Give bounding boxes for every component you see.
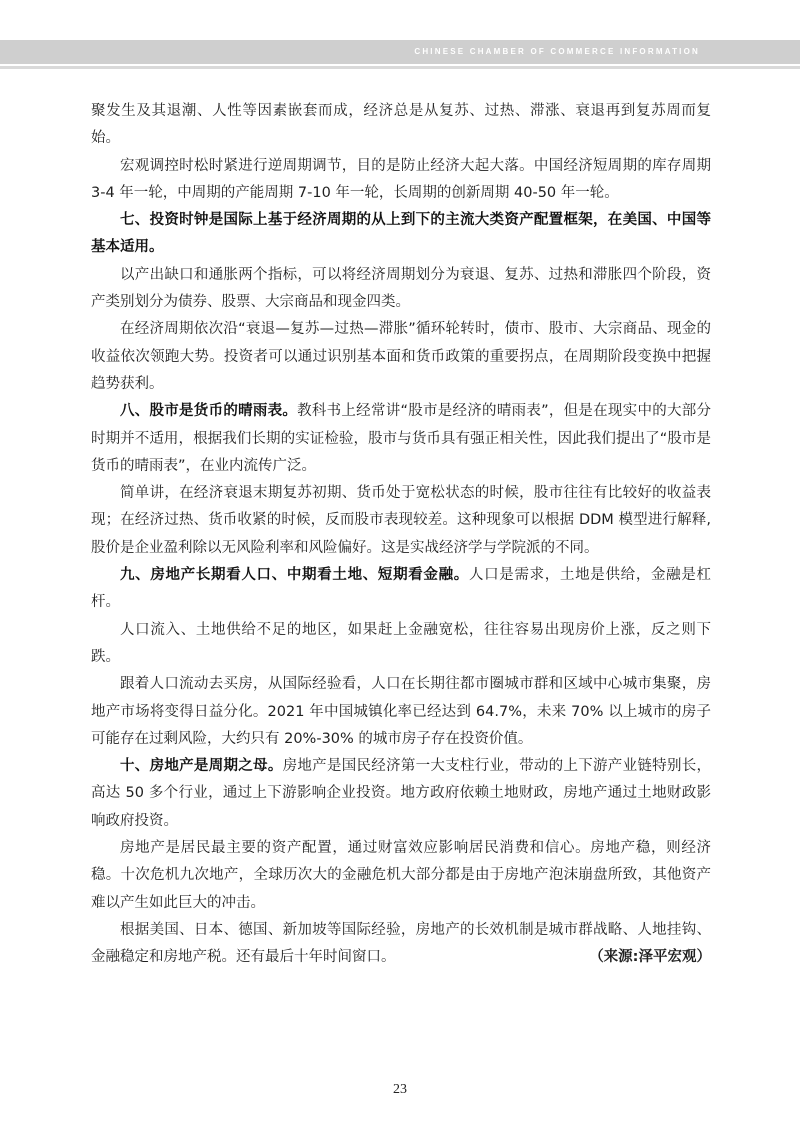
paragraph-text: 房地产是国民经济第一大支柱行业，带动的上下游产业链特别长，高达 50 多个行业，通过上下游影响企业投资。地方政府依赖土地财政，房地产通过土地财政影响政府投资。: [91, 758, 712, 829]
paragraph-text: 聚发生及其退潮、人性等因素嵌套而成，经济总是从复苏、过热、滞涨、衰退再到复苏周而复始。: [91, 103, 711, 147]
paragraph-text: 根据美国、日本、德国、新加坡等国际经验，房地产的长效机制是城市群战略、人地挂钩、金融稳定和房地产税。还有最后十年时间窗口。: [91, 921, 711, 966]
paragraph: [91, 671, 711, 753]
paragraph: [91, 153, 711, 208]
header-divider: [0, 66, 800, 69]
section-lead: 七、投资时钟是国际上基于经济周期的从上到下的主流大类资产配置框架，在美国、中国等基本适用。: [91, 212, 711, 256]
section-lead: 九、房地产长期看人口、中期看土地、短期看金融。: [120, 567, 469, 584]
section-lead: 八、股市是货币的晴雨表。: [120, 403, 298, 420]
paragraph-text: 房地产是居民最主要的资产配置，通过财富效应影响居民消费和信心。房地产稳，则经济稳。十次危机九次地产，全球历次大的金融危机大部分都是由于房地产泡沫崩盘所致，其他资产难以产生如此巨大的冲击。: [91, 840, 711, 911]
paragraph: [91, 480, 711, 562]
section-heading-9: [91, 562, 711, 617]
paragraph-text: 在经济周期依次沿“衰退—复苏—过热—滞胀”循环轮转时，债市、股市、大宗商品、现金的收益依次领跑大势。投资者可以通过识别基本面和货币政策的重要拐点，在周期阶段变换中把握趋势获利。: [91, 321, 711, 392]
paragraph-text: 简单讲，在经济衰退末期复苏初期、货币处于宽松状态的时候，股市往往有比较好的收益表现；在经济过热、货币收紧的时候，反而股市表现较差。这种现象可以根据 DDM 模型进行解释,股价是企业盈利除以无风险利率和风险偏好。这是实战经济学与学院派的不同。: [91, 485, 711, 556]
paragraph: [91, 617, 711, 672]
paragraph-text: 宏观调控时松时紧进行逆周期调节，目的是防止经济大起大落。中国经济短周期的库存周期 3-4 年一轮，中周期的产能周期 7-10 年一轮，长周期的创新周期 40-50 年一轮。: [91, 157, 711, 201]
paragraph: [91, 835, 711, 917]
paragraph-text: 以产出缺口和通胀两个指标，可以将经济周期划分为衰退、复苏、过热和滞胀四个阶段，资产类别划分为债券、股票、大宗商品和现金四类。: [91, 266, 711, 311]
paragraph-text: 人口流入、土地供给不足的地区，如果赶上金融宽松，往往容易出现房价上涨，反之则下跌。: [91, 621, 711, 665]
source-attribution: （来源:泽平宏观）: [589, 949, 711, 966]
page-number: 23: [393, 1082, 407, 1097]
section-heading-8: [91, 398, 711, 480]
section-heading-10: [91, 753, 711, 835]
paragraph: [91, 917, 711, 972]
paragraph-text: 教科书上经常讲“股市是经济的晴雨表”，但是在现实中的大部分时期并不适用，根据我们长期的实证检验，股市与货币具有强正相关性，因此我们提出了“股市是货币的晴雨表”，在业内流传广泛。: [91, 403, 711, 474]
section-heading-7: [91, 207, 711, 262]
paragraph: [91, 98, 711, 153]
article-body: [91, 98, 711, 972]
paragraph: [91, 316, 711, 398]
paragraph: [91, 262, 711, 317]
magazine-title: CHINESE CHAMBER OF COMMERCE INFORMATION: [414, 47, 700, 56]
paragraph-text: 人口是需求，土地是供给，金融是杠杆。: [91, 567, 712, 611]
section-lead: 十、房地产是周期之母。: [120, 758, 283, 775]
paragraph-text: 跟着人口流动去买房，从国际经验看，人口在长期往都市圈城市群和区域中心城市集聚，房地产市场将变得日益分化。2021 年中国城镇化率已经达到 64.7%，未来 70% 以上城市的房子可能存在过剩风险，大约只有 20%-30% 的城市房子存在投资价值。: [91, 676, 711, 747]
